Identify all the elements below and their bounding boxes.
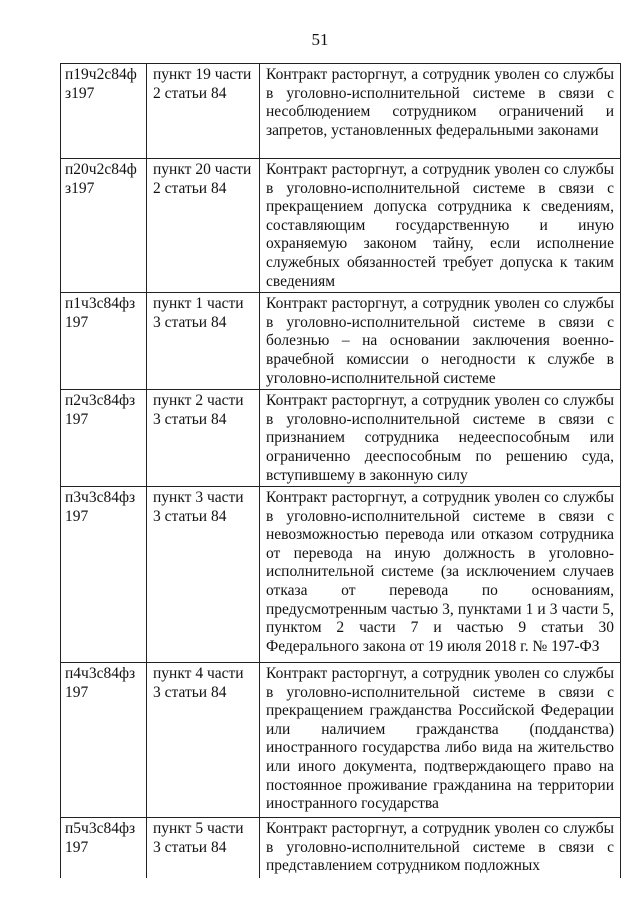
row-legal-basis: пункт 20 части 2 статьи 84 [147,159,260,293]
row-code: п4ч3с84фз 197 [61,663,147,818]
row-description: Контракт расторгнут, а сотрудник уволен со службы в уголовно-исполнительной системе в связи с представлением сотрудником подложных [260,818,621,878]
row-code: п2ч3с84фз 197 [61,390,147,487]
dismissal-grounds-table [60,63,621,878]
table-row [61,390,621,487]
row-description: Контракт расторгнут, а сотрудник уволен со службы в уголовно-исполнительной системе в связи с болезнью – на основании заключения военно-врачебной комиссии о негодности к службе в уголовно-исполнительной системе [260,293,621,390]
table-row [61,293,621,390]
row-code: п3ч3с84фз 197 [61,487,147,663]
row-description: Контракт расторгнут, а сотрудник уволен со службы в уголовно-исполнительной системе в связи с прекращением допуска сотрудника к сведениям, составляющим государственную и иную охраняемую законом тайну, если исполнение служебных обязанностей требует допуска к таким сведениям [260,159,621,293]
row-code: п20ч2с84ф з197 [61,159,147,293]
page-number: 51 [311,30,329,49]
row-code: п5ч3с84фз 197 [61,818,147,878]
row-description: Контракт расторгнут, а сотрудник уволен со службы в уголовно-исполнительной системе в связи с прекращением гражданства Российской Федерации или наличием гражданства (подданства) иностранного государства либо вида на жительство или иного документа, подтверждающего право на постоянное проживание гражданина на территории иностранного государства [260,663,621,818]
row-description: Контракт расторгнут, а сотрудник уволен со службы в уголовно-исполнительной системе в связи с невозможностью перевода или отказом сотрудника от перевода на иную должность в уголовно-исполнительной системе (за исключением случаев отказа от перевода по основаниям, предусмотренным частью 3, пунктами 1 и 3 части 5, пунктом 2 части 7 и частью 9 статьи 30 Федерального закона от 19 июля 2018 г. № 197-ФЗ [260,487,621,663]
row-description: Контракт расторгнут, а сотрудник уволен со службы в уголовно-исполнительной системе в связи с признанием сотрудника недееспособным или ограниченно дееспособным по решению суда, вступившему в законную силу [260,390,621,487]
table-row [61,159,621,293]
row-code: п19ч2с84ф з197 [61,64,147,159]
table-row [61,663,621,818]
row-legal-basis: пункт 2 части 3 статьи 84 [147,390,260,487]
row-legal-basis: пункт 19 части 2 статьи 84 [147,64,260,159]
table-row [61,64,621,159]
row-description: Контракт расторгнут, а сотрудник уволен со службы в уголовно-исполнительной системе в связи с несоблюдением сотрудником ограничений и запретов, установленных федеральными законами [260,64,621,159]
row-code: п1ч3с84фз 197 [61,293,147,390]
table-row [61,818,621,878]
row-legal-basis: пункт 1 части 3 статьи 84 [147,293,260,390]
row-legal-basis: пункт 3 части 3 статьи 84 [147,487,260,663]
row-legal-basis: пункт 5 части 3 статьи 84 [147,818,260,878]
table-row [61,487,621,663]
row-legal-basis: пункт 4 части 3 статьи 84 [147,663,260,818]
